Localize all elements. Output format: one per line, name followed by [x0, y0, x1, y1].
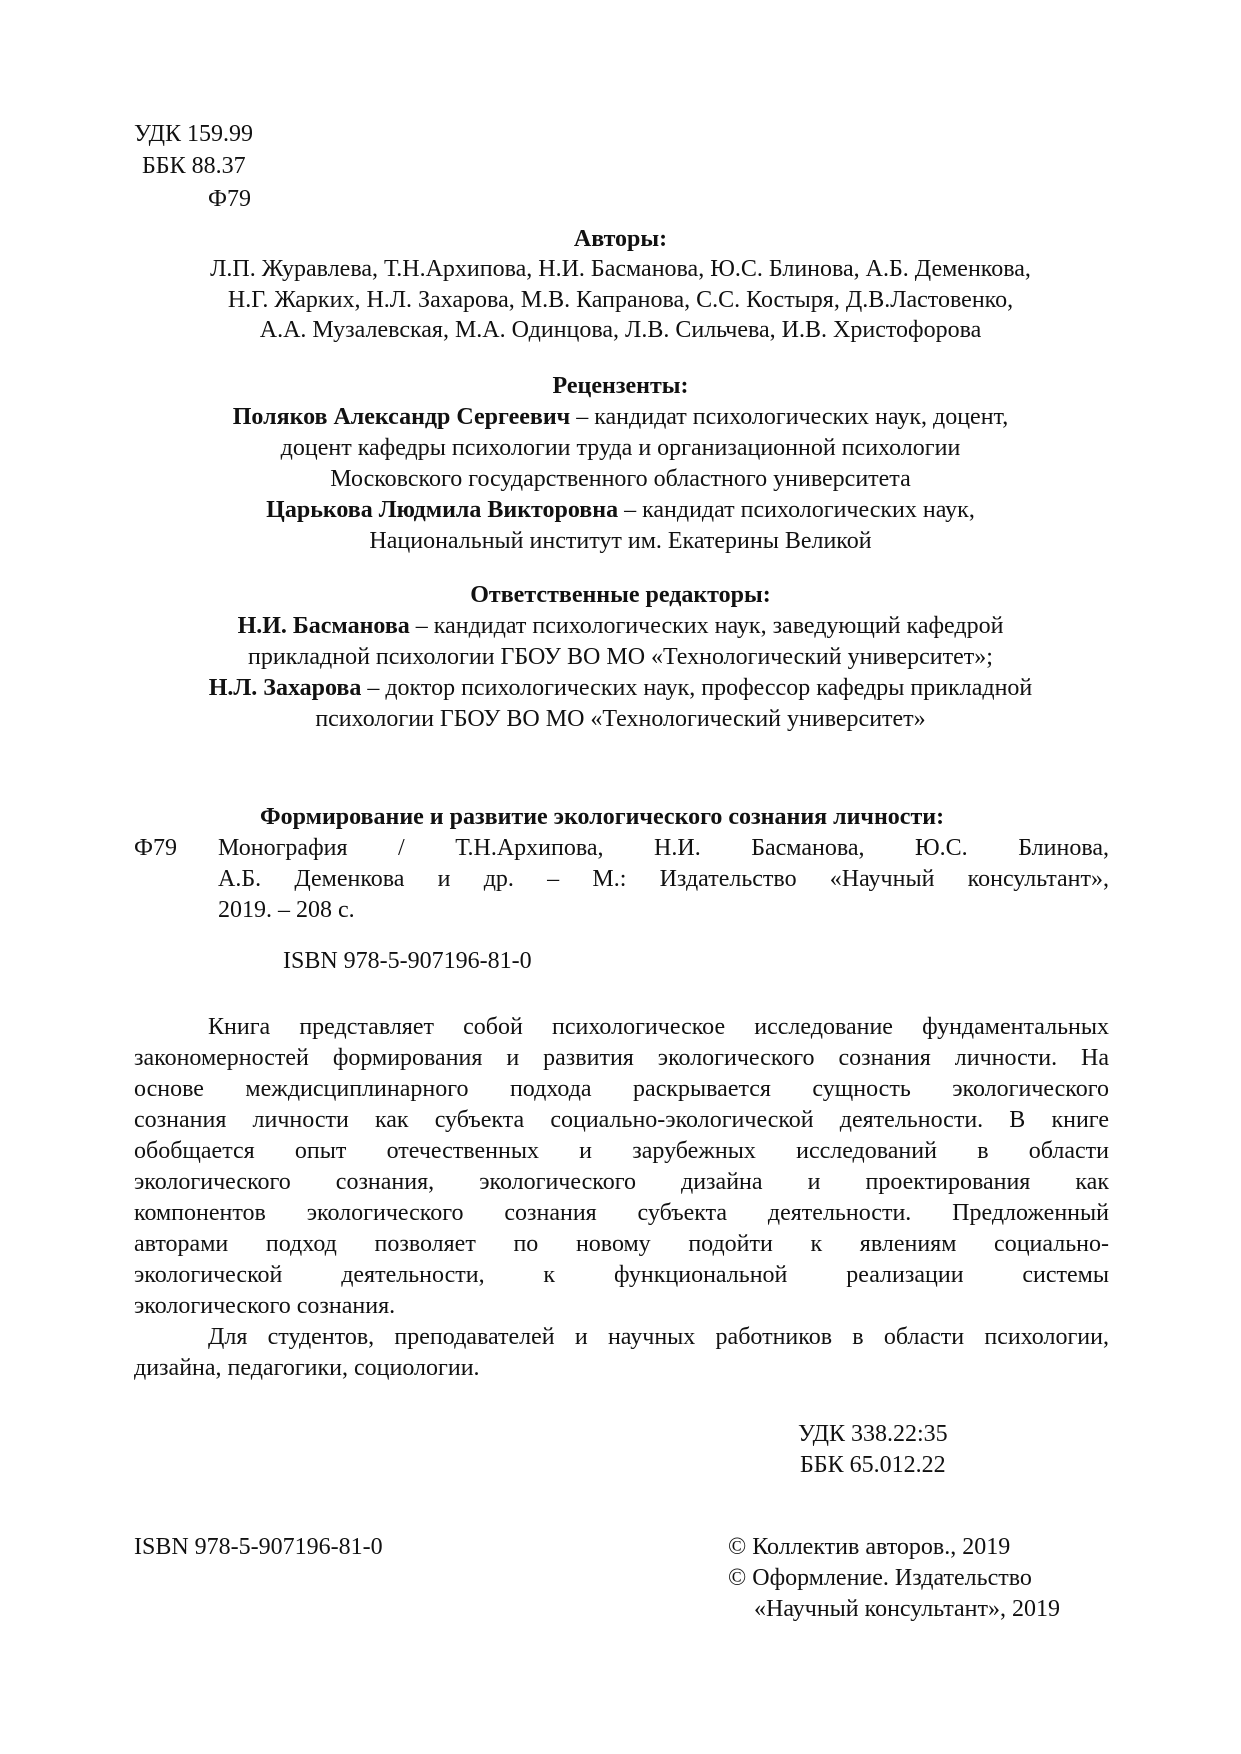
isbn: ISBN 978-5-907196-81-0 — [283, 948, 532, 974]
bibliographic-code: Ф79 — [134, 835, 177, 861]
reviewer-2-name: Царькова Людмила Викторовна — [266, 497, 619, 523]
editor-2 — [0, 674, 1241, 703]
bbk-code: ББК 88.37 — [142, 153, 246, 179]
annotation-line: Книга представляет собой психологическое исследование фундаментальных — [208, 1014, 1109, 1040]
reviewer-1-university: Московского государственного областного университета — [330, 466, 911, 492]
editor-1 — [0, 612, 1241, 641]
udk-code: УДК 159.99 — [134, 121, 253, 147]
reviewer-2-affiliation: Национальный институт им. Екатерины Великой — [369, 528, 872, 554]
reviewer-1-credentials: – кандидат психологических наук, доцент, — [570, 404, 1009, 430]
reviewer-1-affiliation: доцент кафедры психологии труда и организационной психологии — [280, 435, 961, 461]
authors-heading: Авторы: — [573, 226, 668, 252]
annotation-line: компонентов экологического сознания субъекта деятельности. Предложенный — [134, 1200, 1109, 1226]
editors-heading: Ответственные редакторы: — [470, 582, 771, 608]
annotation-line: экологического сознания, экологического дизайна и проектирования как — [134, 1169, 1109, 1195]
bibliographic-line: А.Б. Деменкова и др. – М.: Издательство «Научный консультант», — [218, 866, 1109, 892]
copyright-publisher: «Научный консультант», 2019 — [754, 1596, 1060, 1622]
reviewers-heading: Рецензенты: — [552, 373, 689, 399]
bibliographic-line: 2019. – 208 с. — [218, 897, 355, 923]
editor-2-name: Н.Л. Захарова — [208, 675, 362, 701]
copyright-authors: © Коллектив авторов., 2019 — [728, 1534, 1011, 1560]
reviewer-1-name: Поляков Александр Сергеевич — [232, 404, 571, 430]
annotation-line: экологической деятельности, к функциональной реализации системы — [134, 1262, 1109, 1288]
annotation-line: закономерностей формирования и развития экологического сознания личности. На — [134, 1045, 1109, 1071]
annotation-line: основе междисциплинарного подхода раскрывается сущность экологического — [134, 1076, 1109, 1102]
reviewer-2 — [0, 496, 1241, 525]
reviewer-2-credentials: – кандидат психологических наук, — [618, 497, 975, 523]
annotation-line: авторами подход позволяет по новому подойти к явлениям социально- — [134, 1231, 1109, 1257]
authors-line: Н.Г. Жарких, Н.Л. Захарова, М.В. Капранова, С.С. Костыря, Д.В.Ластовенко, — [227, 287, 1014, 313]
footer-isbn: ISBN 978-5-907196-81-0 — [134, 1534, 383, 1560]
author-mark: Ф79 — [208, 186, 251, 212]
audience-line: Для студентов, преподавателей и научных работников в области психологии, — [208, 1324, 1109, 1350]
reviewer-1 — [0, 403, 1241, 432]
audience-line: дизайна, педагогики, социологии. — [134, 1355, 480, 1381]
editor-2-credentials: – доктор психологических наук, профессор кафедры прикладной — [361, 675, 1033, 701]
bibliographic-line: Монография / Т.Н.Архипова, Н.И. Басманова, Ю.С. Блинова, — [218, 835, 1109, 861]
udk-code-bottom: УДК 338.22:35 — [798, 1421, 948, 1447]
editor-2-affiliation: психологии ГБОУ ВО МО «Технологический университет» — [315, 706, 926, 732]
annotation-line: обобщается опыт отечественных и зарубежных исследований в области — [134, 1138, 1109, 1164]
authors-line: А.А. Музалевская, М.А. Одинцова, Л.В. Сильчева, И.В. Христофорова — [259, 317, 982, 343]
authors-line: Л.П. Журавлева, Т.Н.Архипова, Н.И. Басманова, Ю.С. Блинова, А.Б. Деменкова, — [210, 256, 1031, 282]
editor-1-credentials: – кандидат психологических наук, заведующий кафедрой — [409, 613, 1004, 639]
annotation-line: экологического сознания. — [134, 1293, 396, 1319]
annotation-line: сознания личности как субъекта социально-экологической деятельности. В книге — [134, 1107, 1109, 1133]
bbk-code-bottom: ББК 65.012.22 — [800, 1452, 946, 1478]
editor-1-affiliation: прикладной психологии ГБОУ ВО МО «Технологический университет»; — [248, 644, 993, 670]
copyright-design: © Оформление. Издательство — [728, 1565, 1032, 1591]
editor-1-name: Н.И. Басманова — [237, 613, 410, 639]
book-title: Формирование и развитие экологического сознания личности: — [260, 804, 945, 830]
